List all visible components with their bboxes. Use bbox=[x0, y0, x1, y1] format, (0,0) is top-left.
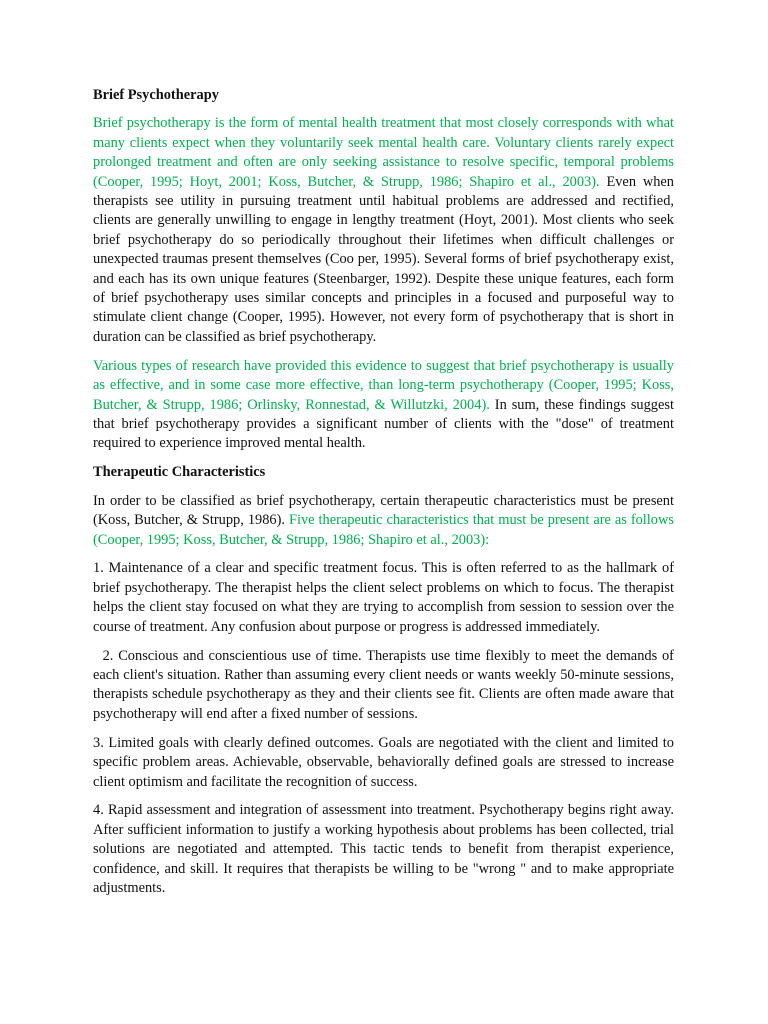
body-text: In order to be classified as brief psychotherapy, certain therapeutic characteristics must be present (Koss, Butcher, & Strupp, 1986). bbox=[93, 492, 674, 529]
body-text: 2. Conscious and conscientious use of time. Therapists use time flexibly to meet the demands of each client's situation. Rather than assuming every client needs or wants weekly 50-minute sessions, therapists schedule psychotherapy as they and their clients see fit. Clients are often made aware that psychotherapy will end after a fixed number of sessions. bbox=[93, 647, 674, 722]
paragraph-research-evidence bbox=[93, 357, 674, 454]
paragraph-brief-psychotherapy-intro bbox=[93, 114, 674, 347]
body-text: Even when therapists see utility in pursuing treatment until habitual problems are addressed and rectified, clients are generally unwilling to engage in lengthy treatment (Hoyt, 2001). Most clients who seek brief psychotherapy do so periodically throughout their lifetimes when difficult challenges or unexpected traumas present themselves (Coo per, 1995). Several forms of brief psychotherapy exist, and each has its own unique features (Steenbarger, 1992). Despite these unique features, each form of brief psychotherapy uses similar concepts and principles in a focused and purposeful way to stimulate client change (Cooper, 1995). However, not every form of psychotherapy that is short in duration can be classified as brief psychotherapy. bbox=[93, 173, 674, 345]
document-page bbox=[93, 86, 674, 908]
list-item-characteristic-1: 1. Maintenance of a clear and specific treatment focus. This is often referred to as the hallmark of brief psychotherapy. The therapist helps the client select problems on which to focus. The therapist helps the client stay focused on what they are trying to accomplish from session to session over the course of treatment. Any confusion about purpose or progress is addressed immediately. bbox=[93, 560, 674, 635]
list-item-characteristic-2 bbox=[93, 647, 674, 725]
list-item-characteristic-3: 3. Limited goals with clearly defined outcomes. Goals are negotiated with the client and limited to specific problem areas. Achievable, observable, behaviorally defined goals are stressed to increase client optimism and facilitate the recognition of success. bbox=[93, 734, 674, 790]
list-item-characteristic-4: 4. Rapid assessment and integration of assessment into treatment. Psychotherapy begins right away. After sufficient information to justify a working hypothesis about problems has been collected, trial solutions are negotiated and attempted. This tactic tends to benefit from therapist experience, confidence, and skill. It requires that therapists be willing to be "wrong " and to make appropriate adjustments. bbox=[93, 802, 674, 897]
highlighted-text: Five therapeutic characteristics that must be present are as follows (Cooper, 1995; Koss, Butcher, & Strupp, 1986; Shapiro et al., 2003): bbox=[93, 512, 674, 548]
section-heading-therapeutic-characteristics: Therapeutic Characteristics bbox=[93, 464, 266, 481]
highlighted-text: Brief psychotherapy is the form of mental health treatment that most closely corresponds with what many clients expect when they voluntarily seek mental health care. Voluntary clients rarely expect prolonged treatment and often are only seeking assistance to resolve specific, temporal problems (Cooper, 1995; Hoyt, 2001; Koss, Butcher, & Strupp, 1986; Shapiro et al., 2003). bbox=[93, 115, 674, 190]
body-text: In sum, these findings suggest that brief psychotherapy provides a significant number of clients with the "dose" of treatment required to experience improved mental health. bbox=[93, 396, 674, 452]
highlighted-text: Various types of research have provided this evidence to suggest that brief psychotherapy is usually as effective, and in some case more effective, than long-term psychotherapy (Cooper, 1995; Koss, Butcher, & Strupp, 1986; Orlinsky, Ronnestad, & Willutzki, 2004). bbox=[93, 357, 674, 413]
paragraph-characteristics-intro bbox=[93, 492, 674, 550]
section-heading-brief-psychotherapy: Brief Psychotherapy bbox=[93, 87, 219, 103]
